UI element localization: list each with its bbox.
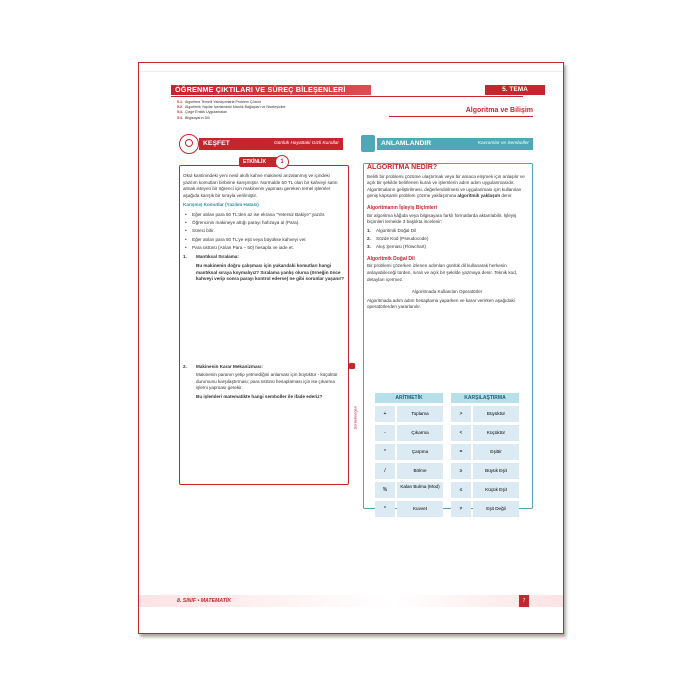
commands-list — [183, 212, 345, 251]
answer-space — [183, 283, 345, 361]
forms-intro: Bir algoritma kâğıda veya bilgisayara farklı formatlarda aktarılabilir. İşleyiş biçimleri temelde 3 başlıkta incelenir: — [367, 212, 517, 225]
natural-heading: Algoritmik Doğal Dil — [367, 255, 415, 262]
question-body: Bu makinenin doğru çalışması için yukarıdaki komutları hangi mantıksal sıraya koymalıyız? Sıralama yanlış olursa (örneğin önce kahveyi verip sonra parayı kontrol ederse) ne gibi sorunlar yaşanır? — [196, 262, 345, 282]
list-item: • Eğer atılan para 50 TL'ye eşit veya büyükse kahveyi ver. — [183, 237, 345, 244]
operators-title: Algoritmada Kullanılan Operatörler — [411, 289, 483, 295]
magnifier-icon — [179, 134, 199, 154]
outcome-item: 5.2. Algoritmik Yapılar İçerisindeki Mantık Bağlaçları ve Niceleyiciler — [177, 105, 286, 110]
algorithm-heading: ALGORİTMA NEDİR? — [367, 164, 438, 171]
table-row: % Kalan Bulma (Mod) — [375, 482, 443, 498]
forms-heading: Algoritmanın İşleyiş Biçimleri — [367, 204, 438, 211]
outcomes-header: ÖĞRENME ÇIKTILARI VE SÜREÇ BİLEŞENLERİ — [171, 85, 371, 95]
list-item: 1. Algoritmik Doğal Dil — [367, 227, 417, 233]
brand-text: Sonteknogen — [352, 405, 358, 430]
list-item: • Öğrencinin makineye attığı parayı hafızaya al (Para). — [183, 220, 345, 227]
table-row: ^ Kuvvet — [375, 501, 443, 517]
natural-text: Bir problemi çözerken izlenen adımları günlük dil kullanarak herkesin anlayabileceği türden, sıralı ve açık bir şekilde yazmaya denir. Teknik kod, detayları içermez. — [367, 263, 518, 282]
question-emphasis: Bu işlemleri matematikte hangi semboller ile ifade ederiz? — [196, 394, 323, 400]
anlamlandir-subtitle: Kavramlar ve Semboller — [477, 141, 529, 146]
table-row: < Küçüktür — [451, 425, 519, 441]
question-title: Makinenin Karar Mekanizması: — [196, 363, 263, 369]
table-row: + Toplama — [375, 406, 443, 422]
book-icon — [361, 135, 375, 152]
unit-title-underline — [389, 116, 533, 117]
textbook-page — [138, 62, 564, 634]
brand-strip — [349, 363, 358, 445]
outcome-item: 5.1. Algoritma Temelli Yaklaşımlarla Problem Çözme — [177, 100, 262, 104]
question-body: Makinenin paranın yetip yetmediğini anlaması için büyüktür - küçüktür durumunu karşılaştırması; para üstünü hesaplaması için ise çıkarma işlemi yapması gerekir. — [196, 372, 338, 391]
top-bar — [139, 63, 563, 72]
table-row: / Bölme — [375, 463, 443, 479]
tema-badge: 5. TEMA — [485, 85, 545, 95]
table-row: > Büyüktür — [451, 406, 519, 422]
question-number: 1. — [183, 254, 187, 260]
table-row: = Eşittir — [451, 444, 519, 460]
header-divider — [171, 96, 523, 97]
etkinlik-label: ETKİNLİK — [243, 159, 267, 165]
algorithm-definition: Belirli bir problemi çözüme ulaştırmak veya bir amaca erişmek için anlaşılır ve açık bir şekilde belirlenen kuralı ve işlemlerin adım adım uygulanmasıdır. Algoritmaların geliştirilmesi, değerlendirilmesi ve uygulanması için kullanılan geniş kapsamlı problem çözme yaklaşımına algoritmik yaklaşım denir. — [367, 173, 525, 199]
outcomes-list — [177, 100, 286, 121]
table-row: - Çıkarma — [375, 425, 443, 441]
arithmetic-header: ARİTMETİK — [375, 393, 443, 403]
outcome-item: 5.4. Bilgisayarın Dili — [177, 115, 210, 120]
anlamlandir-title: ANLAMLANDIR — [381, 140, 432, 147]
page-number: 7 — [519, 595, 529, 607]
comparison-header: KARŞILAŞTIRMA — [451, 393, 519, 403]
kesfet-banner — [179, 138, 343, 150]
list-item: 2. Sözde Kod (Pseudocode) — [367, 235, 429, 241]
question-title: Mantıksal Sıralama: — [196, 254, 239, 260]
activity-intro: Okul kantinindeki yeni nesil akıllı kahve makinesi arızalanmış ve içindeki yazılım komutları birbirine karışmıştır. Normalde 50 TL olan bir kahveyi satın almak isteyen bir öğrenci için makinenin yapması gereken temel işlemler aşağıda karışık bir sırayla verilmiştir. — [183, 173, 338, 198]
table-row: ≠ Eşit Değil — [451, 501, 519, 517]
list-item: • Para üstünü (Atılan Para – 50) hesapla ve iade et. — [183, 245, 345, 252]
list-item: • Eğer atılan para 50 TL'den az ise ekrana "Yetersiz Bakiye" yazdır. — [183, 212, 345, 219]
comparison-column — [451, 393, 519, 517]
page-footer — [139, 595, 563, 607]
list-item: 3. Akış Şeması (Flowchart) — [367, 244, 427, 250]
question-number: 2. — [183, 363, 187, 369]
arithmetic-column — [375, 393, 443, 517]
table-row: * Çarpma — [375, 444, 443, 460]
brand-icon — [349, 363, 355, 369]
table-row: ≥ Büyük Eşit — [451, 463, 519, 479]
list-item: • Süreci bitir. — [183, 228, 345, 235]
kesfet-title: KEŞFET — [203, 140, 230, 147]
etkinlik-number: 1 — [275, 155, 289, 169]
forms-list — [367, 228, 527, 251]
unit-title: Algoritma ve Bilişim — [465, 107, 533, 114]
table-row: ≤ Küçük Eşit — [451, 482, 519, 498]
commands-title: Karışmış Komutlar (Yazılım Hatası) — [183, 202, 259, 208]
activity-content — [183, 173, 345, 401]
kesfet-subtitle: Günlük Hayattaki Gizli Kurallar — [273, 141, 339, 146]
operators-intro: Algoritmada adım adım hesaplama yaparken ve karar verirken aşağıdaki operatörlerden yararlanılır. — [367, 297, 515, 310]
anlamlandir-banner — [361, 138, 533, 150]
outcome-item: 5.3. Çizge Enstik Uygulamaları — [177, 110, 228, 115]
concept-content — [367, 165, 527, 313]
footer-subject: 8. SINIF • MATEMATİK — [177, 598, 232, 604]
question-1 — [183, 254, 345, 282]
question-2 — [183, 364, 345, 401]
etkinlik-badge — [239, 157, 283, 167]
